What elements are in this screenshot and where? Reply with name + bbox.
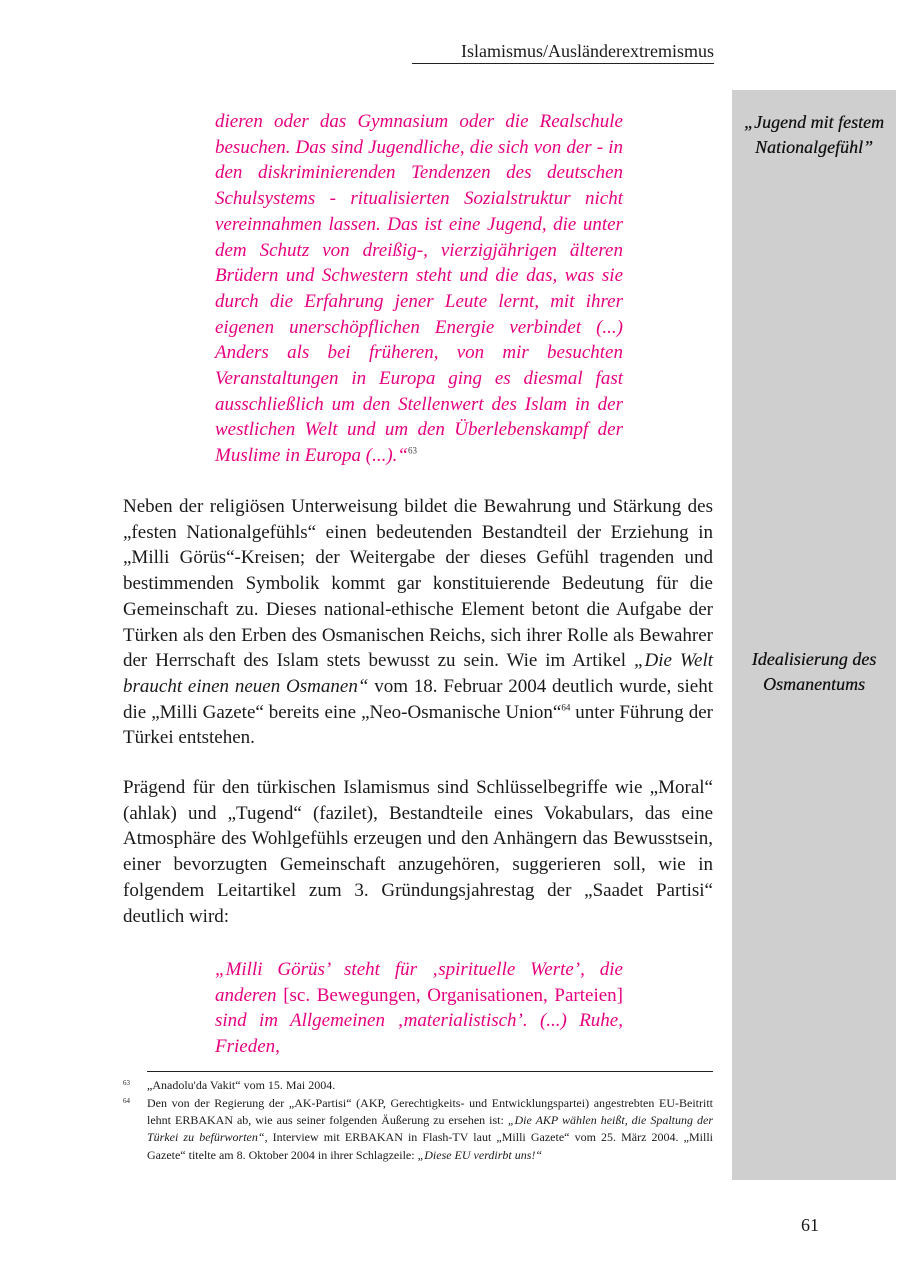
article-title: „Die Welt braucht einen neuen Osmanen“ <box>123 650 713 697</box>
footnote-64 <box>123 1095 713 1164</box>
running-header: Islamismus/Ausländerextremismus <box>412 40 714 64</box>
footnote-number: 63 <box>123 1079 130 1087</box>
footnote-quote: „Die AKP wählen heißt, die Spaltung der Türkei zu befürworten“ <box>147 1113 713 1145</box>
page-number: 61 <box>801 1215 819 1235</box>
body-paragraph-vocabulary: Prägend für den türkischen Islamismus sind Schlüsselbegriffe wie „Moral“ (ahlak) und „Tugend“ (fazilet), Bestandteile eines Vokabulars, das eine Atmosphäre des Wohlgefühls erzeugen und den Anhängern das Bewusstsein, einer bevorzugten Gemeinschaft anzugehören, suggerieren soll, wie in folgendem Leitartikel zum 3. Gründungsjahrestag der „Saadet Partisi“ deutlich wird: <box>123 777 713 927</box>
block-quote-youth <box>215 109 623 469</box>
body-paragraph-national-feeling <box>123 494 713 751</box>
paragraph-text: vom 18. Februar 2004 deutlich wurde, sieht die „Milli Gazete“ bereits eine „Neo-Osmanische Union“ <box>123 675 713 723</box>
margin-note-jugend: „Jugend mit festem Nationalgefühl” <box>744 112 884 157</box>
quote-text: sind im Allgemeinen ‚materialistisch’. (...) Ruhe, Frieden, <box>215 1010 623 1058</box>
margin-note-osmanentum: Idealisierung des Osmanentums <box>751 649 877 694</box>
footnote-reference-63: 63 <box>407 445 417 456</box>
footnote-reference-64: 64 <box>561 702 571 713</box>
paragraph-text: Neben der religiösen Unterweisung bildet die Bewahrung und Stärkung des „festen Nationalgefühls“ einen bedeutenden Bestandteil der Erziehung in „Milli Görüs“-Kreisen; der Weitergabe der dieses Gefühl tragenden und bestimmenden Symbolik kommt gar konstituierende Bedeutung für die Gemeinschaft zu. Dieses national-ethische Element betont die Aufgabe der Türken als den Erben des Osmanischen Reichs, sich ihrer Rolle als Bewahrer der Herrschaft des Islam stets bewusst zu sein. Wie im Artikel <box>123 496 713 672</box>
editorial-insertion: [sc. Bewegungen, Organisationen, Parteien] <box>276 984 623 1006</box>
footnote-divider <box>147 1071 713 1072</box>
footnote-text: „Anadolu'da Vakit“ vom 15. Mai 2004. <box>147 1078 336 1092</box>
quote-text: dieren oder das Gymnasium oder die Realschule besuchen. Das sind Jugendliche, die sich von der - in den diskriminierenden Tendenzen des deutschen Schulsystems - ritualisierten Sozialstruktur nicht vereinnahmen lassen. Das ist eine Jugend, die unter dem Schutz von dreißig-, vierzigjährigen älteren Brüdern und Schwestern steht und die das, was sie durch die Erfahrung jener Leute lernt, mit ihrer eigenen unerschöpflichen Energie verbindet (...) Anders als bei früheren, von mir besuchten Veranstaltungen in Europa ging es diesmal fast ausschließlich um den Stellenwert des Islam in der westlichen Welt und um den Überlebenskampf der Muslime in Europa (...).“ <box>215 111 623 467</box>
quote-text: „Milli Görüs’ steht für ‚spirituelle Werte’, die anderen <box>215 959 623 1006</box>
footnote-number: 64 <box>123 1097 130 1105</box>
footnote-63 <box>123 1077 713 1094</box>
margin-sidebar <box>732 90 896 1180</box>
paragraph-text: unter Führung der Türkei entstehen. <box>123 701 713 749</box>
footnote-text: Den von der Regierung der „AK-Partisi“ (AKP, Gerechtigkeits- und Entwicklungspartei) angestrebten EU-Beitritt lehnt ERBAKAN ab, wie aus seiner folgenden Äußerung zu ersehen ist: <box>147 1096 713 1128</box>
footnote-text: , Interview mit ERBAKAN in Flash-TV laut „Milli Gazete“ vom 25. März 2004. „Milli Gazete“ titelte am 8. Oktober 2004 in ihrer Schlagzeile: <box>147 1130 713 1162</box>
footnote-quote: „Diese EU verdirbt uns!“ <box>417 1147 543 1162</box>
block-quote-saadet <box>215 957 623 1060</box>
